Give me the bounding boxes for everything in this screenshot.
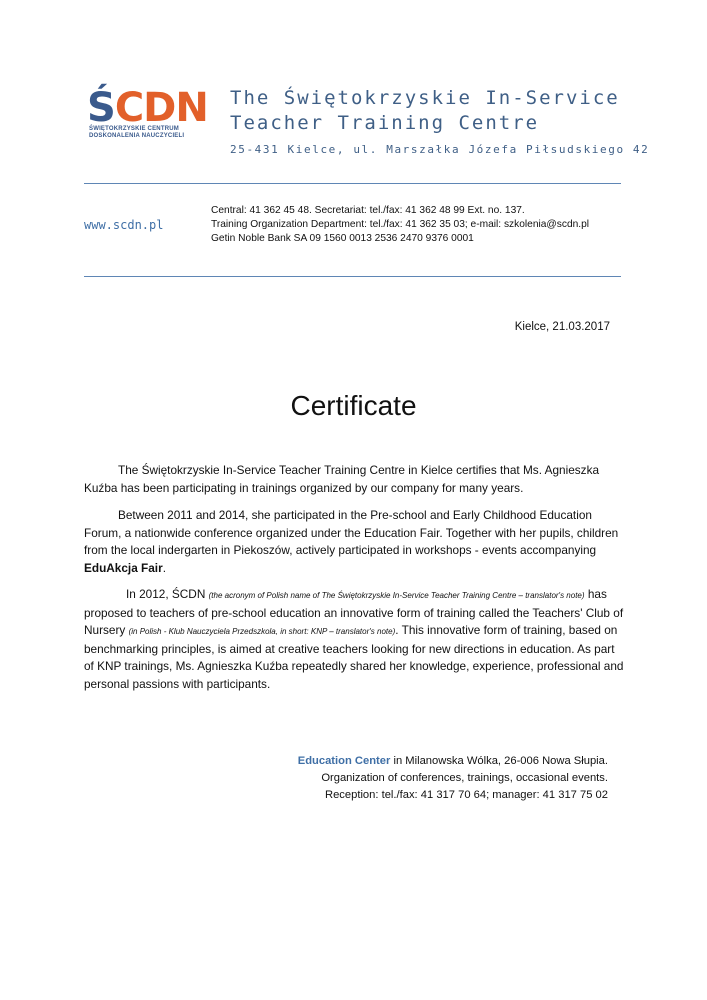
paragraph-1-text: The Świętokrzyskie In-Service Teacher Training Centre in Kielce certifies that Ms. Agnieszka Kuźba has been participating in trainings organized by our company for many years. [84, 463, 600, 495]
organization-address: 25-431 Kielce, ul. Marszałka Józefa Piłsudskiego 42 [230, 143, 650, 156]
header-divider-bottom [84, 276, 621, 277]
paragraph-1 [84, 462, 624, 497]
paragraph-3-middle: has proposed to teachers of pre-school education an innovative form of training called the Teachers' Club of Nursery [84, 587, 624, 637]
logo-subtitle-line-1: ŚWIĘTOKRZYSKIE CENTRUM [89, 126, 179, 132]
footer-education-center [250, 753, 608, 804]
scdn-logo [87, 85, 217, 148]
eduakcja-fair-name: EduAkcja Fair [84, 560, 163, 575]
paragraph-3 [84, 586, 624, 693]
paragraph-2-end: . [162, 560, 166, 575]
translator-note-acronym: (the acronym of Polish name of The Świętokrzyskie In-Service Teacher Training Centre – translator's note) [208, 591, 585, 600]
organization-name [230, 86, 620, 136]
education-center-location: in Milanowska Wólka, 26-006 Nowa Słupia. [390, 755, 608, 767]
contact-details [211, 204, 589, 246]
footer-line-3: Reception: tel./fax: 41 317 70 64; manager: 41 317 75 02 [325, 789, 608, 801]
logo-subtitle-line-2: DOSKONALENIA NAUCZYCIELI [89, 133, 185, 139]
contact-bank-line: Getin Noble Bank SA 09 1560 0013 2536 2470 9376 0001 [211, 233, 474, 244]
logo-subtitle [89, 126, 217, 140]
footer-line-2: Organization of conferences, trainings, occasional events. [321, 772, 608, 784]
education-center-name: Education Center [297, 755, 391, 767]
translator-note-knp: (in Polish - Klub Nauczyciela Przedszkola, in short: KNP – translator's note) [128, 627, 396, 636]
organization-name-line-1: The Świętokrzyskie In-Service [230, 87, 620, 109]
paragraph-3-start: In 2012, ŚCDN [126, 587, 209, 601]
paragraph-2 [84, 507, 624, 577]
header-divider-top [84, 183, 621, 184]
contact-phone-line: Central: 41 362 45 48. Secretariat: tel./fax: 41 362 48 99 Ext. no. 137. [211, 205, 525, 216]
certificate-title: Certificate [290, 390, 417, 421]
paragraph-2-text: Between 2011 and 2014, she participated in the Pre-school and Early Childhood Education Forum, a nationwide conference organized under the Education Fair. Together with her pupils, children from the local indergarten in Piekoszów, actively participated in workshops - events accompanying [84, 508, 619, 557]
footer-line-1 [250, 753, 608, 770]
document-date: Kielce, 21.03.2017 [514, 321, 610, 333]
website-link[interactable]: www.scdn.pl [84, 218, 164, 232]
organization-name-line-2: Teacher Training Centre [230, 112, 540, 134]
logo-wordmark: ŚCDN [87, 85, 208, 131]
paragraph-3-end: . This innovative form of training, based on benchmarking principles, is aimed at creative teachers looking for new directions in education. As part of KNP trainings, Ms. Agnieszka Kuźba repeatedly shared her knowledge, experience, professional and personal passions with participants. [84, 623, 624, 691]
contact-training-line: Training Organization Department: tel./fax: 41 362 35 03; e-mail: szkolenia@scdn.pl [211, 219, 590, 230]
